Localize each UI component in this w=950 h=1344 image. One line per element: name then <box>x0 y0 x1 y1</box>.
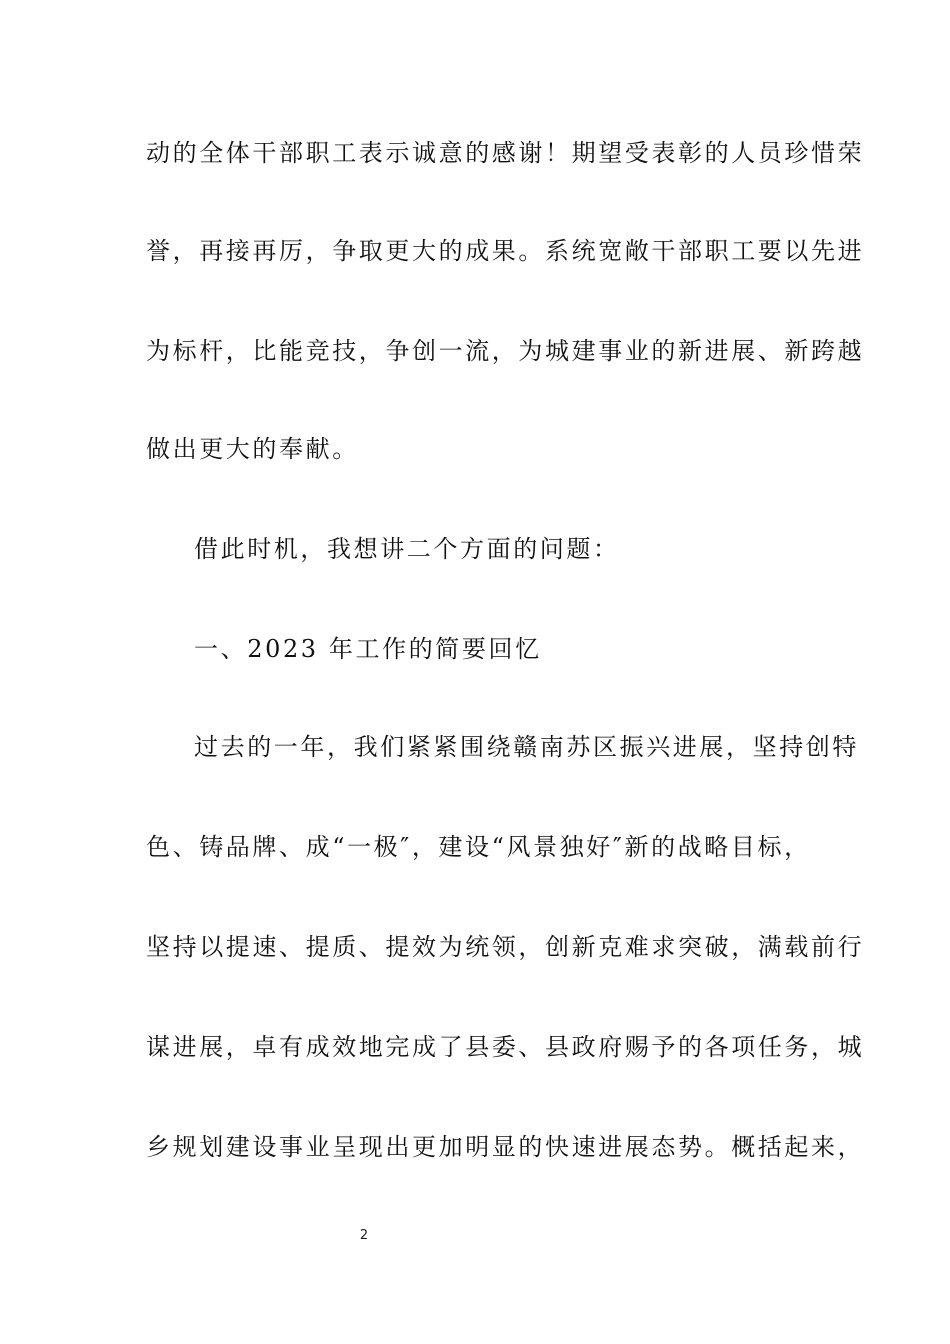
paragraph-line: 坚持以提速、提质、提效为统领，创新克难求突破，满载前行 <box>146 933 865 961</box>
paragraph-line: 做出更大的奉献。 <box>146 435 359 463</box>
paragraph-line: 谋进展，卓有成效地完成了县委、县政府赐予的各项任务，城 <box>146 1033 865 1061</box>
paragraph-line: 誉，再接再厉，争取更大的成果。系统宽敞干部职工要以先进 <box>146 237 865 265</box>
paragraph-line: 乡规划建设事业呈现出更加明显的快速进展态势。概括起来， <box>146 1133 865 1161</box>
paragraph-line: 借此时机，我想讲二个方面的问题： <box>194 535 620 563</box>
paragraph-line: 过去的一年，我们紧紧围绕赣南苏区振兴进展，坚持创特 <box>194 733 859 761</box>
paragraph-line: 动的全体干部职工表示诚意的感谢！期望受表彰的人员珍惜荣 <box>146 139 865 167</box>
page-number: 2 <box>359 1228 369 1243</box>
paragraph-line: 色、铸品牌、成“一极″，建设“风景独好″新的战略目标， <box>146 833 811 861</box>
paragraph-line: 为标杆，比能竞技，争创一流，为城建事业的新进展、新跨越 <box>146 337 865 365</box>
section-heading: 一、2023 年工作的简要回忆 <box>194 635 542 663</box>
